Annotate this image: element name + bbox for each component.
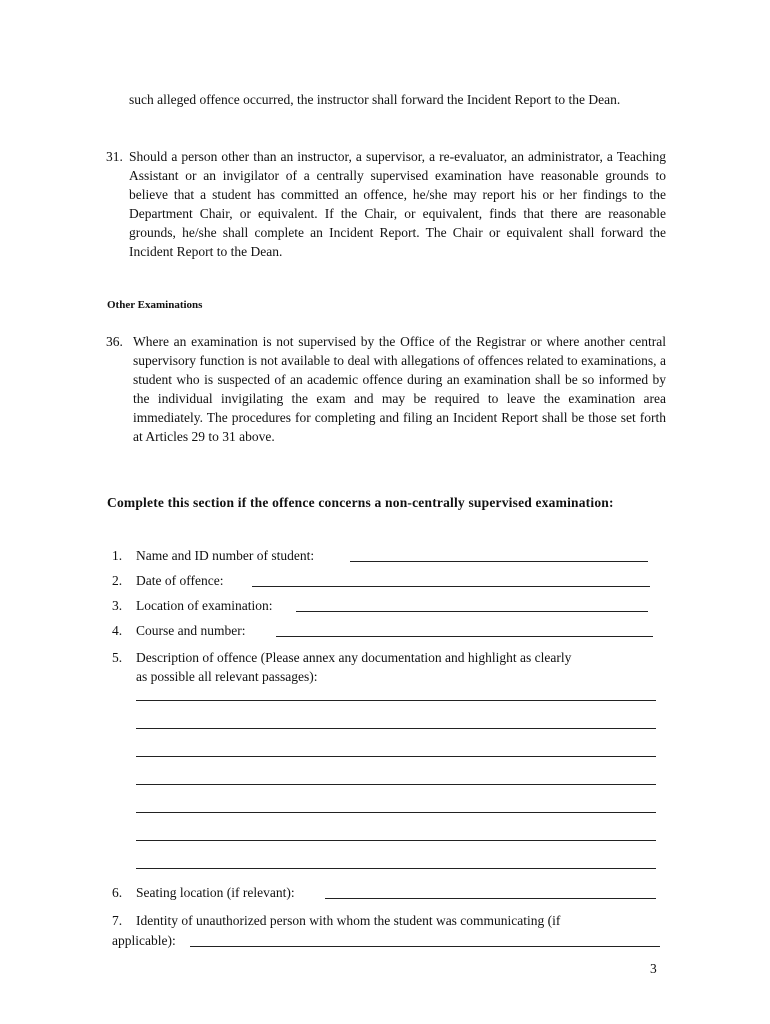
field-7-input-line[interactable] xyxy=(190,946,660,947)
field-6-label: Seating location (if relevant): xyxy=(136,885,295,900)
field-7-number: 7. xyxy=(112,913,123,928)
field-6-number: 6. xyxy=(112,885,123,900)
article-31-text: Should a person other than an instructor, a supervisor, a re-evaluator, an administrator, a Teaching Assistant or an invigilator of a centrally supervised examination have reasonable grounds to believe that a student has committed an offence, he/she may report his or her findings to the Department Chair, or equivalent. If the Chair, or equivalent, finds that there are reasonable grounds, he/she shall complete an Incident Report. The Chair or equivalent shall forward the Incident Report to the Dean. xyxy=(129,149,666,259)
field-1-label: Name and ID number of student: xyxy=(136,548,315,563)
description-line-3[interactable] xyxy=(136,756,656,757)
other-examinations-heading: Other Examinations xyxy=(107,299,203,311)
section-heading: Complete this section if the offence concerns a non-centrally supervised examination: xyxy=(107,495,614,510)
field-4-label: Course and number: xyxy=(136,623,246,638)
description-line-7[interactable] xyxy=(136,868,656,869)
field-4-number: 4. xyxy=(112,623,123,638)
article-36-text: Where an examination is not supervised by the Office of the Registrar or where another central supervisory function is not available to deal with allegations of offences related to examinations, a student who is suspected of an academic offence during an examination shall be so informed by the individual invigilating the exam and may be required to leave the examination area immediately. The procedures for completing and filing an Incident Report shall be those set forth at Articles 29 to 31 above. xyxy=(133,334,666,444)
field-6-input-line[interactable] xyxy=(325,898,656,899)
description-line-1[interactable] xyxy=(136,700,656,701)
field-5-label-continued: as possible all relevant passages): xyxy=(136,669,318,684)
field-3-number: 3. xyxy=(112,598,123,613)
field-3-input-line[interactable] xyxy=(296,611,648,612)
description-line-4[interactable] xyxy=(136,784,656,785)
field-5-label: Description of offence (Please annex any documentation and highlight as clearly xyxy=(136,650,572,665)
article-31-number: 31. xyxy=(106,149,123,164)
field-7-label-continued: applicable): xyxy=(112,933,176,948)
field-5-number: 5. xyxy=(112,650,123,665)
article-36-number: 36. xyxy=(106,334,123,349)
description-line-2[interactable] xyxy=(136,728,656,729)
description-line-5[interactable] xyxy=(136,812,656,813)
field-2-input-line[interactable] xyxy=(252,586,650,587)
field-7-label: Identity of unauthorized person with whom the student was communicating (if xyxy=(136,913,561,928)
description-line-6[interactable] xyxy=(136,840,656,841)
field-4-input-line[interactable] xyxy=(276,636,653,637)
field-2-label: Date of offence: xyxy=(136,573,224,588)
field-2-number: 2. xyxy=(112,573,123,588)
field-1-input-line[interactable] xyxy=(350,561,648,562)
page-number: 3 xyxy=(650,961,657,976)
paragraph-continuation: such alleged offence occurred, the instructor shall forward the Incident Report to the Dean. xyxy=(129,92,621,107)
field-3-label: Location of examination: xyxy=(136,598,273,613)
field-1-number: 1. xyxy=(112,548,123,563)
